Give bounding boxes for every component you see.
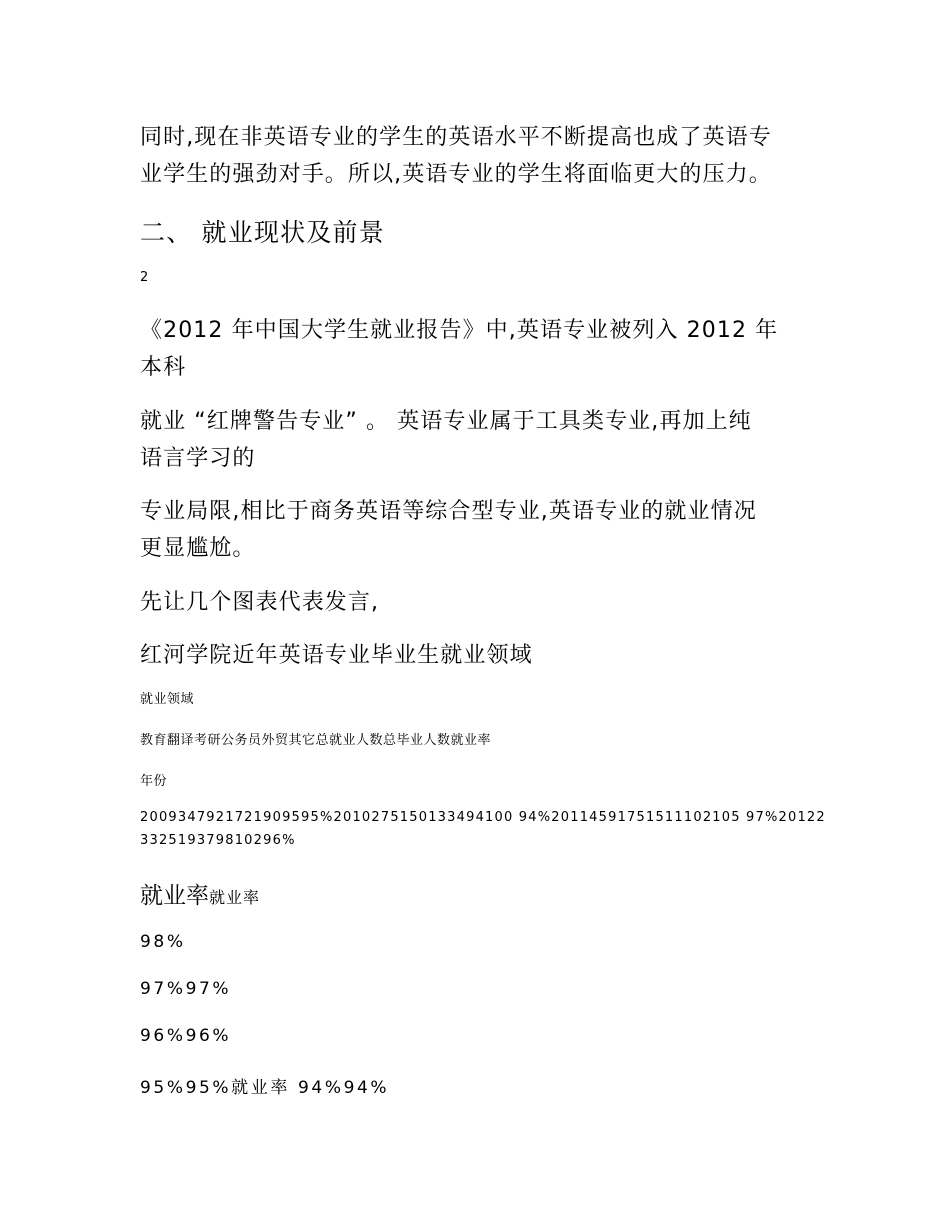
chart-title <box>140 877 260 910</box>
paragraph-line: 业学生的强劲对手。所以,英语专业的学生将面临更大的压力。 <box>140 162 772 187</box>
table-header-label: 就业领域 <box>140 692 195 707</box>
chart-tick-label: 95%95% <box>140 1078 232 1098</box>
chart-series-label: 就业率 <box>231 1078 290 1098</box>
table-column-headers: 教育翻译考研公务员外贸其它总就业人数总毕业人数就业率 <box>140 733 492 748</box>
chart-tick-label: 97%97% <box>140 979 232 999</box>
paragraph-line: 同时,现在非英语专业的学生的英语水平不断提高也成了英语专 <box>140 125 772 150</box>
chart-tick-line <box>140 1073 389 1098</box>
chart-tick-label: 96%96% <box>140 1026 232 1046</box>
paragraph-line: 先让几个图表代表发言, <box>140 590 380 615</box>
section-heading: 二、 就业现状及前景 <box>140 218 385 247</box>
paragraph-line: 专业局限,相比于商务英语等综合型专业,英语专业的就业情况 <box>140 499 757 524</box>
paragraph-line: 就业 “红牌警告专业” 。 英语专业属于工具类专业,再加上纯 <box>140 409 752 434</box>
table-rows-text: 332519379810296% <box>140 833 296 848</box>
chart-tick-label: 94%94% <box>289 1078 390 1098</box>
chart-title-small: 就业率 <box>209 888 261 907</box>
paragraph-line: 语言学习的 <box>140 446 256 471</box>
paragraph-line: 《2012 年中国大学生就业报告》中,英语专业被列入 2012 年 <box>140 318 779 343</box>
chart-tick-label: 98% <box>140 932 186 952</box>
table-row-label: 年份 <box>140 774 168 789</box>
table-rows-text: 2009347921721909595%2010275150133494100 94%20114591751511102105 97%20122 <box>140 810 826 825</box>
footnote-marker: 2 <box>140 270 149 285</box>
paragraph-line: 本科 <box>140 355 187 380</box>
paragraph-line: 更显尴尬。 <box>140 536 256 561</box>
chart-title-large: 就业率 <box>140 883 209 909</box>
table-caption: 红河学院近年英语专业毕业生就业领域 <box>140 643 533 668</box>
